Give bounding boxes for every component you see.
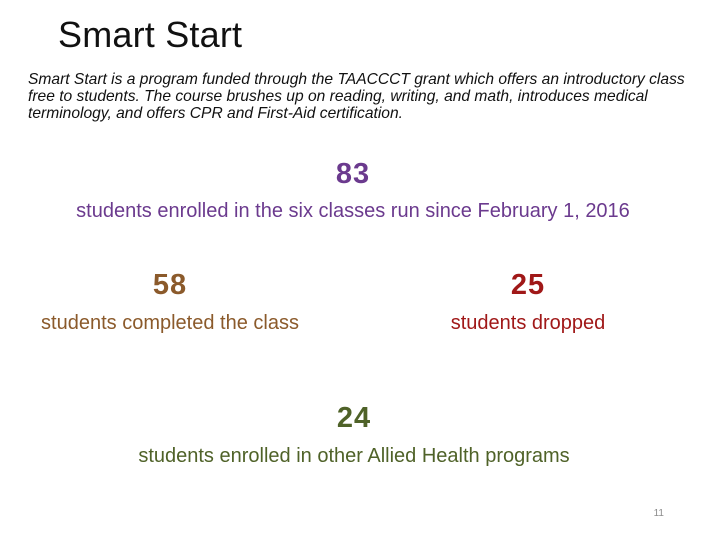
allied-health-caption: students enrolled in other Allied Health programs: [138, 445, 570, 467]
page-number: 11: [653, 508, 664, 519]
dropped-count: 25: [510, 269, 546, 301]
intro-paragraph: Smart Start is a program funded through the TAACCCT grant which offers an introductory class free to students. The course brushes up on reading, writing, and math, introduces medical terminology, and offers CPR and First-Aid certification.: [28, 71, 685, 122]
dropped-caption: students dropped: [450, 312, 606, 334]
enrolled-count: 83: [335, 158, 371, 190]
enrolled-caption: students enrolled in the six classes run since February 1, 2016: [76, 200, 630, 222]
completed-count: 58: [152, 269, 188, 301]
slide-title: Smart Start: [58, 14, 243, 55]
completed-caption: students completed the class: [41, 312, 299, 334]
allied-health-count: 24: [336, 402, 372, 434]
